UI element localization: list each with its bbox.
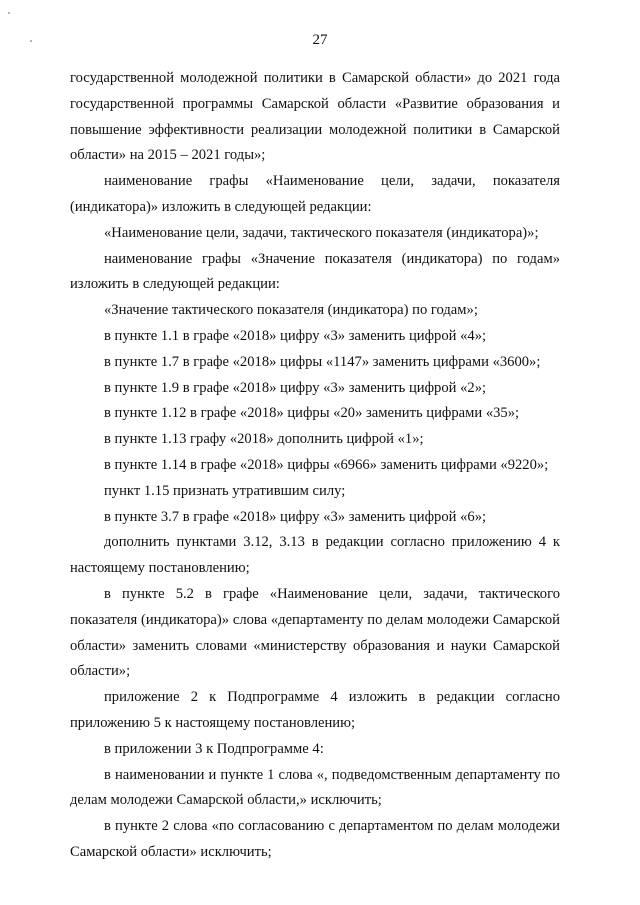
- scan-speck: [8, 12, 10, 14]
- page-number: 27: [312, 32, 328, 48]
- document-body: [70, 66, 560, 866]
- paragraph-7: в пункте 1.9 в графе «2018» цифру «3» заменить цифрой «2»;: [104, 379, 487, 396]
- paragraph-18: в пункте 2 слова «по согласованию с департаментом по делам молодежи Самарской области» исключить;: [70, 818, 560, 860]
- paragraph-14: в пункте 5.2 в графе «Наименование цели, задачи, тактического показателя (индикатора)» слова «департаменту по делам молодежи Самарской области» заменить словами «министерству образования и науки Самарской области»;: [70, 585, 560, 680]
- paragraph-17: в наименовании и пункте 1 слова «, подведомственным департаменту по делам молодежи Самарской области,» исключить;: [70, 766, 560, 809]
- paragraph-8: в пункте 1.12 в графе «2018» цифры «20» заменить цифрами «35»;: [104, 405, 520, 422]
- paragraph-11: пункт 1.15 признать утратившим силу;: [104, 482, 346, 499]
- paragraph-9: в пункте 1.13 графу «2018» дополнить цифрой «1»;: [104, 431, 424, 448]
- paragraph-16: в приложении 3 к Подпрограмме 4:: [104, 740, 324, 757]
- paragraph-15: приложение 2 к Подпрограмме 4 изложить в редакции согласно приложению 5 к настоящему постановлению;: [70, 689, 560, 731]
- paragraph-6: в пункте 1.7 в графе «2018» цифры «1147» заменить цифрами «3600»;: [104, 353, 541, 370]
- paragraph-12: в пункте 3.7 в графе «2018» цифру «3» заменить цифрой «6»;: [104, 508, 487, 525]
- paragraph-1: наименование графы «Наименование цели, задачи, показателя (индикатора)» изложить в следующей редакции:: [70, 173, 560, 215]
- paragraph-13: дополнить пунктами 3.12, 3.13 в редакции согласно приложению 4 к настоящему постановлению;: [70, 534, 560, 577]
- paragraph-5: в пункте 1.1 в графе «2018» цифру «3» заменить цифрой «4»;: [104, 327, 487, 344]
- paragraph-4: «Значение тактического показателя (индикатора) по годам»;: [104, 302, 478, 319]
- paragraph-3: наименование графы «Значение показателя (индикатора) по годам» изложить в следующей редакции:: [70, 250, 560, 293]
- paragraph-0: государственной молодежной политики в Самарской области» до 2021 года государственной программы Самарской области «Развитие образования и повышение эффективности реализации молодежной политики в Самарской области» на 2015 – 2021 годы»;: [70, 70, 560, 164]
- paragraph-2: «Наименование цели, задачи, тактического показателя (индикатора)»;: [104, 224, 539, 241]
- paragraph-10: в пункте 1.14 в графе «2018» цифры «6966» заменить цифрами «9220»;: [104, 456, 549, 473]
